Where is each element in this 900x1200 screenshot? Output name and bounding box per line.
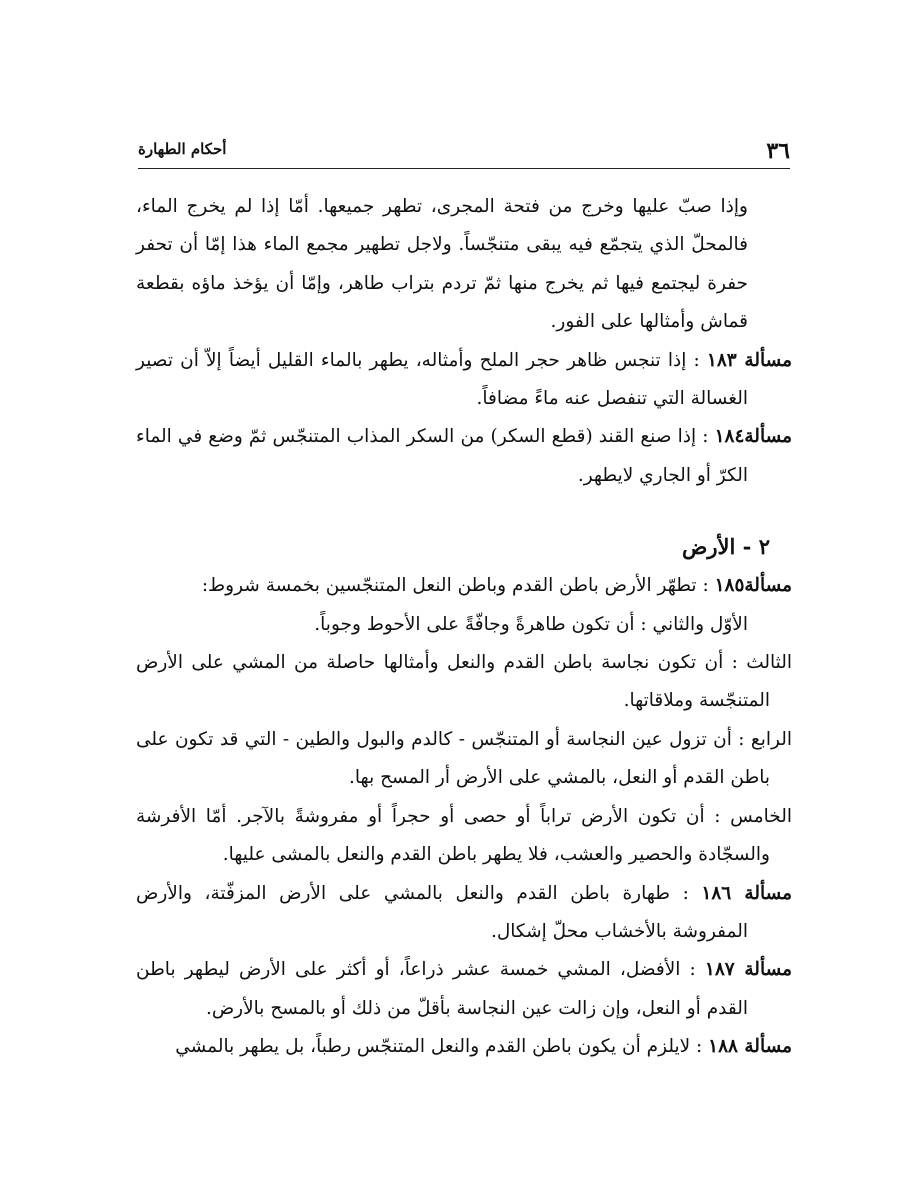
issue-188 xyxy=(136,1028,792,1066)
issue-183 xyxy=(136,342,792,419)
issue-label: مسألة١٨٤ xyxy=(714,426,792,448)
issue-186 xyxy=(136,875,792,952)
issue-text: : الأفضل، المشي خمسة عشر ذراعاً، أو أكثر على الأرض ليطهر باطن القدم أو النعل، وإن زالت عين النجاسة بأقلّ من ذلك أو بالمسح بالأرض. xyxy=(136,959,748,1019)
issue-label: مسألة١٨٥ xyxy=(714,575,792,597)
section-heading: ٢ - الأرض xyxy=(682,534,770,560)
issue-185 xyxy=(136,567,792,605)
condition-5: الخامس : أن تكون الأرض تراباً أو حصى أو حجراً أو مفروشةً بالآجر. أمّا الأفرشة والسجّادة والحصير والعشب، فلا يطهر باطن القدم والنعل بالمشى عليها. xyxy=(136,805,792,866)
issue-text: : إذا تنجس ظاهر حجر الملح وأمثاله، يطهر بالماء القليل أيضاً إلاّ أن تصير الغسالة التي تنفصل عنه ماءً مضافاً. xyxy=(136,349,748,410)
issue-text: : لايلزم أن يكون باطن القدم والنعل المتنجّس رطباً، بل يطهر بالمشي xyxy=(175,1036,709,1058)
page-body xyxy=(136,188,792,1067)
issue-184 xyxy=(136,418,792,495)
running-header xyxy=(138,130,790,169)
issue-label: مسألة ١٨٧ xyxy=(704,959,792,981)
intro-paragraph: وإذا صبّ عليها وخرج من فتحة المجرى، تطهر جميعها. أمّا إذا لم يخرج الماء، فالمحلّ الذي يتجمّع فيه يبقى متنجّساً. ولاجل تطهير مجمع الماء هذا إمّا أن تحفر حفرة ليجتمع فيها ثم يخرج منها ثمّ تردم بتراب طاهر، وإمّا أن يؤخذ ماؤه بقطعة قماش وأمثالها على الفور. xyxy=(136,196,748,333)
issue-text: : طهارة باطن القدم والنعل بالمشي على الأرض المزفّتة، والأرض المفروشة بالأخشاب محلّ إشكال. xyxy=(136,882,748,942)
issue-label: مسألة ١٨٣ xyxy=(706,349,793,371)
issue-label: مسألة ١٨٨ xyxy=(708,1036,792,1058)
issue-label: مسألة ١٨٦ xyxy=(701,882,793,904)
issue-text: : إذا صنع القند (قطع السكر) من السكر المذاب المتنجّس ثمّ وضع في الماء الكرّ أو الجاري لايطهر. xyxy=(136,426,748,486)
issue-text: : تطهّر الأرض باطن القدم وباطن النعل المتنجّسين بخمسة شروط: xyxy=(201,575,715,597)
condition-1-2: الأوّل والثاني : أن تكون طاهرةً وجافّةً على الأحوط وجوباً. xyxy=(314,613,748,635)
issue-187 xyxy=(136,951,792,1028)
condition-4: الرابع : أن تزول عين النجاسة أو المتنجّس - كالدم والبول والطين - التي قد تكون على باطن القدم أو النعل، بالمشي على الأرض أر المسح بها. xyxy=(136,728,792,789)
condition-3: الثالث : أن تكون نجاسة باطن القدم والنعل وأمثالها حاصلة من المشي على الأرض المتنجّسة وملاقاتها. xyxy=(136,652,792,712)
page-number: ٣٦ xyxy=(766,138,790,164)
running-title: أحكام الطهارة xyxy=(138,140,227,158)
